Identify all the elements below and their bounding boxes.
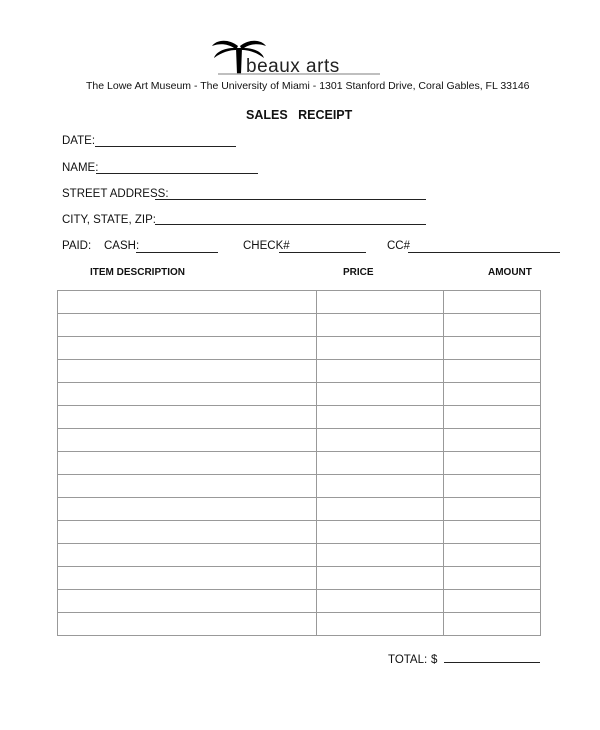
cash-field[interactable] (136, 252, 218, 253)
table-row (58, 314, 541, 337)
table-row (58, 429, 541, 452)
check-field[interactable] (279, 252, 366, 253)
price-cell[interactable] (317, 360, 444, 383)
price-cell[interactable] (317, 314, 444, 337)
description-cell[interactable] (58, 475, 317, 498)
total-field[interactable] (444, 662, 540, 663)
amount-cell[interactable] (444, 475, 541, 498)
price-header: PRICE (343, 267, 374, 278)
table-row (58, 613, 541, 636)
page-title: SALES RECEIPT (246, 108, 353, 122)
amount-cell[interactable] (444, 291, 541, 314)
description-cell[interactable] (58, 452, 317, 475)
amount-cell[interactable] (444, 521, 541, 544)
city-label: CITY, STATE, ZIP: (62, 214, 156, 226)
table-row (58, 544, 541, 567)
price-cell[interactable] (317, 590, 444, 613)
price-cell[interactable] (317, 567, 444, 590)
table-row (58, 383, 541, 406)
amount-cell[interactable] (444, 360, 541, 383)
name-label: NAME: (62, 162, 99, 174)
svg-text:beaux arts: beaux arts (246, 56, 340, 77)
amount-cell[interactable] (444, 429, 541, 452)
total-label: TOTAL: (388, 654, 428, 666)
price-cell[interactable] (317, 383, 444, 406)
amount-header: AMOUNT (488, 267, 532, 278)
date-label: DATE: (62, 135, 96, 147)
cash-label: CASH: (104, 240, 140, 252)
date-field[interactable] (95, 146, 236, 147)
table-row (58, 452, 541, 475)
table-row (58, 291, 541, 314)
description-cell[interactable] (58, 544, 317, 567)
price-cell[interactable] (317, 613, 444, 636)
description-cell[interactable] (58, 406, 317, 429)
items-table (57, 290, 541, 636)
item-description-header: ITEM DESCRIPTION (90, 267, 186, 278)
description-cell[interactable] (58, 521, 317, 544)
amount-cell[interactable] (444, 613, 541, 636)
table-row (58, 498, 541, 521)
street-label: STREET ADDRESS: (62, 188, 169, 200)
price-cell[interactable] (317, 498, 444, 521)
price-cell[interactable] (317, 521, 444, 544)
description-cell[interactable] (58, 291, 317, 314)
price-cell[interactable] (317, 452, 444, 475)
amount-cell[interactable] (444, 544, 541, 567)
table-row (58, 475, 541, 498)
paid-label: PAID: (62, 240, 92, 252)
amount-cell[interactable] (444, 498, 541, 521)
description-cell[interactable] (58, 383, 317, 406)
beaux-arts-logo (210, 38, 390, 80)
amount-cell[interactable] (444, 590, 541, 613)
description-cell[interactable] (58, 429, 317, 452)
table-row (58, 521, 541, 544)
amount-cell[interactable] (444, 567, 541, 590)
description-cell[interactable] (58, 337, 317, 360)
city-field[interactable] (155, 224, 426, 225)
table-row (58, 337, 541, 360)
price-cell[interactable] (317, 475, 444, 498)
description-cell[interactable] (58, 567, 317, 590)
museum-address: The Lowe Art Museum - The University of Miami - 1301 Stanford Drive, Coral Gables, FL 33146 (86, 80, 530, 92)
price-cell[interactable] (317, 406, 444, 429)
table-row (58, 406, 541, 429)
amount-cell[interactable] (444, 314, 541, 337)
description-cell[interactable] (58, 613, 317, 636)
cc-field[interactable] (408, 252, 560, 253)
table-row (58, 590, 541, 613)
price-cell[interactable] (317, 291, 444, 314)
description-cell[interactable] (58, 498, 317, 521)
description-cell[interactable] (58, 314, 317, 337)
description-cell[interactable] (58, 360, 317, 383)
table-row (58, 360, 541, 383)
description-cell[interactable] (58, 590, 317, 613)
street-field[interactable] (155, 199, 426, 200)
price-cell[interactable] (317, 544, 444, 567)
price-cell[interactable] (317, 337, 444, 360)
amount-cell[interactable] (444, 383, 541, 406)
amount-cell[interactable] (444, 452, 541, 475)
table-row (58, 567, 541, 590)
name-field[interactable] (96, 173, 258, 174)
cc-label: CC# (387, 240, 411, 252)
check-label: CHECK# (243, 240, 290, 252)
amount-cell[interactable] (444, 406, 541, 429)
amount-cell[interactable] (444, 337, 541, 360)
currency-symbol: $ (431, 654, 438, 666)
price-cell[interactable] (317, 429, 444, 452)
